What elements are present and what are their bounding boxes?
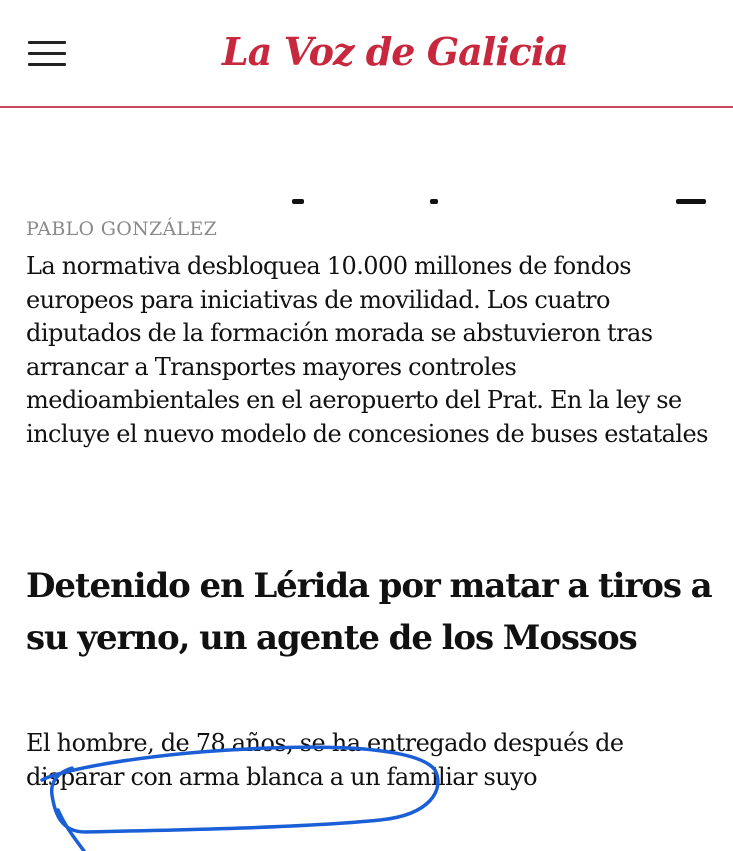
cut-off-headline-text	[26, 186, 706, 206]
menu-line	[28, 52, 66, 55]
article-summary: El hombre, de 78 años, se ha entregado después de disparar con arma blanca a un familiar suyo	[26, 729, 624, 791]
menu-line	[28, 41, 66, 44]
article-author: PABLO GONZÁLEZ	[26, 218, 218, 240]
hamburger-menu-icon[interactable]	[22, 34, 74, 74]
menu-line	[28, 63, 66, 66]
site-logo[interactable]: La Voz de Galicia	[222, 29, 568, 74]
article-headline-link[interactable]: Detenido en Lérida por matar a tiros a su yerno, un agente de los Mossos	[26, 566, 712, 658]
article-summary: La normativa desbloquea 10.000 millones de fondos europeos para iniciativas de movilidad. Los cuatro diputados de la formación morada se abstuvieron tras arrancar a Transportes mayores controles medioambientales en el aeropuerto del Prat. En la ley se incluye el nuevo modelo de concesiones de buses estatales	[26, 252, 708, 448]
top-bar	[0, 0, 733, 108]
